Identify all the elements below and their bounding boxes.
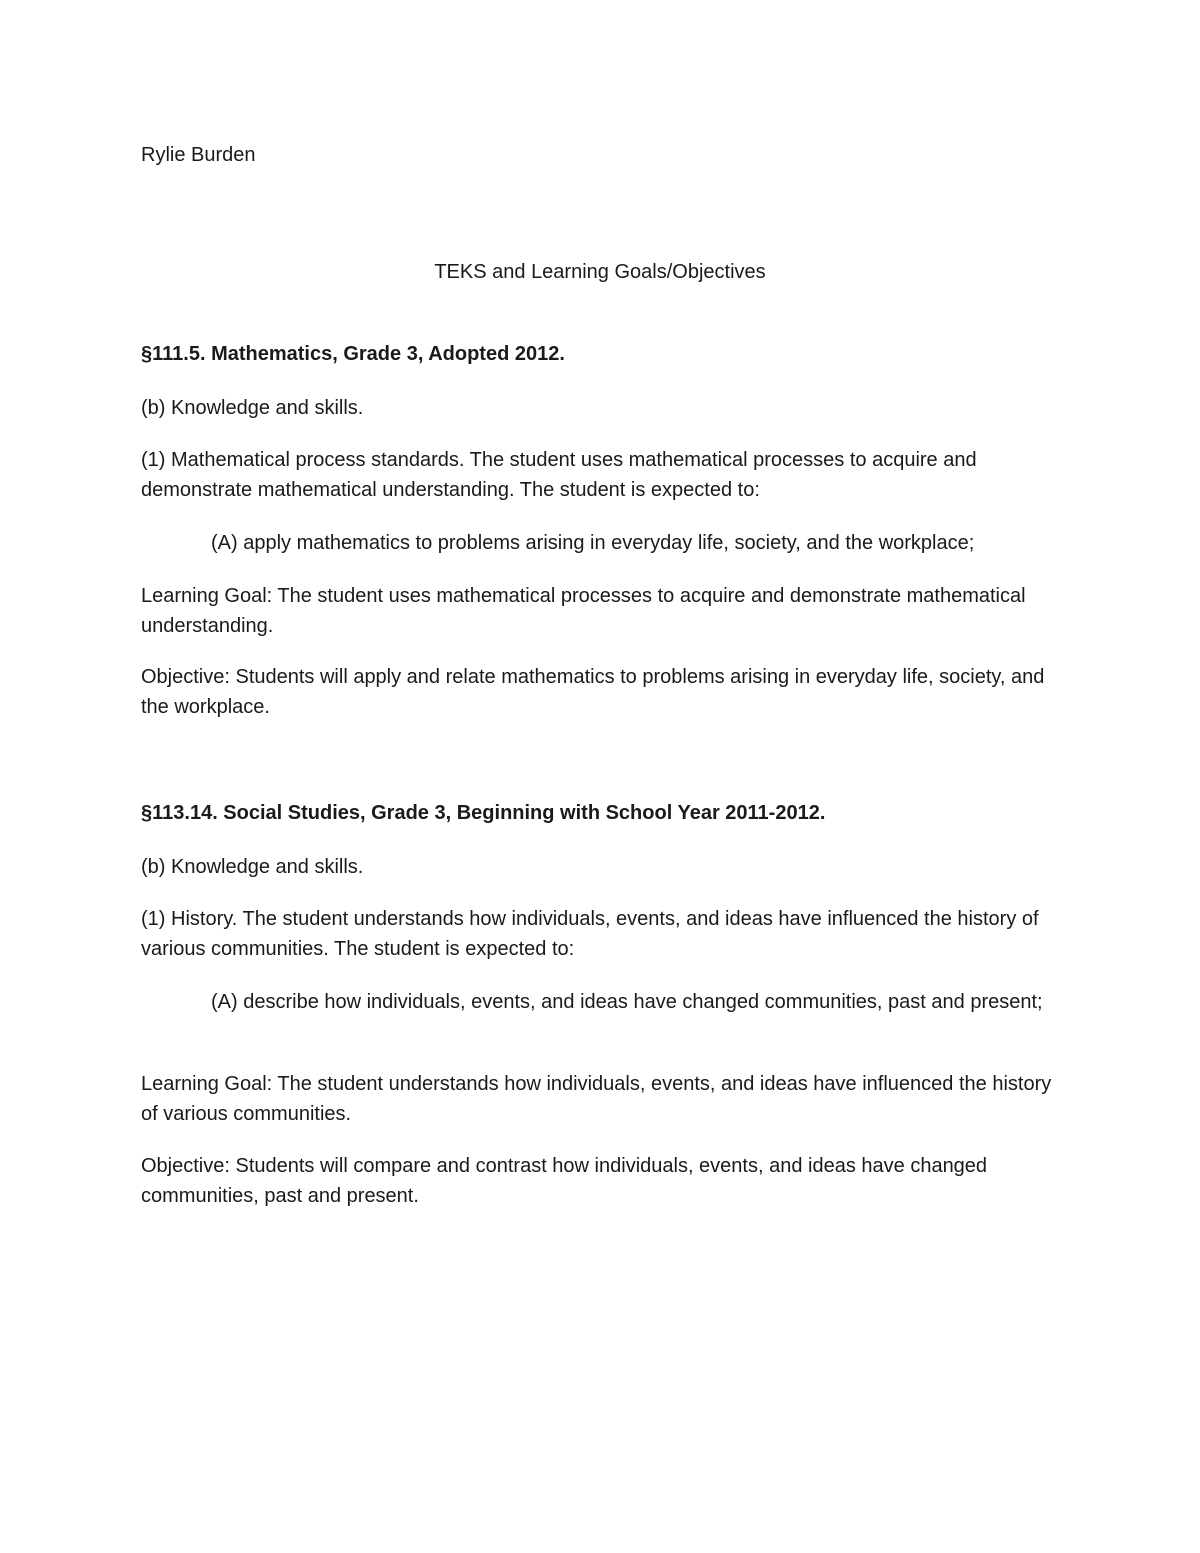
history-expectation-a: (A) describe how individuals, events, and ideas have changed communities, past and present; [211,991,1043,1013]
social-studies-knowledge-skills: (b) Knowledge and skills. [141,856,364,878]
author-name: Rylie Burden [141,144,256,166]
math-objective: Objective: Students will apply and relate mathematics to problems arising in everyday life, society, and the workplace. [141,666,1045,718]
math-section-heading: §111.5. Mathematics, Grade 3, Adopted 2012. [141,343,565,365]
social-studies-section-heading: §113.14. Social Studies, Grade 3, Beginning with School Year 2011-2012. [141,802,826,824]
math-knowledge-skills: (b) Knowledge and skills. [141,397,364,419]
math-expectation-a: (A) apply mathematics to problems arising in everyday life, society, and the workplace; [211,532,975,554]
history-standard: (1) History. The student understands how individuals, events, and ideas have influenced the history of various communities. The student is expected to: [141,908,1039,960]
history-learning-goal: Learning Goal: The student understands how individuals, events, and ideas have influenced the history of various communities. [141,1073,1052,1125]
math-learning-goal: Learning Goal: The student uses mathematical processes to acquire and demonstrate mathematical understanding. [141,585,1026,637]
math-process-standard: (1) Mathematical process standards. The student uses mathematical processes to acquire and demonstrate mathematical understanding. The student is expected to: [141,449,977,501]
document-title: TEKS and Learning Goals/Objectives [434,261,766,283]
history-objective: Objective: Students will compare and contrast how individuals, events, and ideas have changed communities, past and present. [141,1155,988,1207]
